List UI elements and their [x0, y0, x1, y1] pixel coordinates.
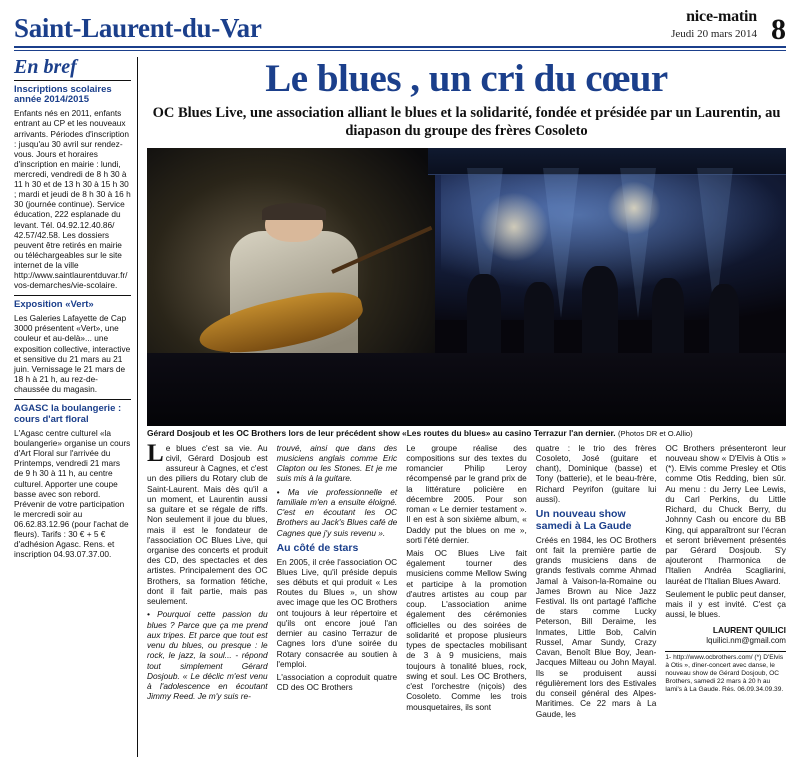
article-column-1 — [147, 439, 268, 743]
sidebar-divider — [14, 399, 131, 400]
article-column-4 — [536, 443, 657, 743]
concert-photo — [147, 148, 786, 426]
brief-heading-inscriptions: Inscriptions scolaires année 2014/2015 — [14, 83, 112, 106]
subheading-nouveau-show: Un nouveau show samedi à La Gaude — [535, 508, 632, 532]
paragraph: Le blues c'est sa vie. Au civil, Gérard Dosjoub est assureur à Cagnes, et c'est un des piliers du Rotary club de Saint-Laurent. Mais dès qu'il a un moment, et Laurentin aussi sa guitare et se régale de riffs. Non seulement il joue du blues, mais il est le fondateur de l'association OC Blues Live, qui organise des concerts et produit des CD, des spectacles et des artistes. Principalement des OC Brothers, sa formation fétiche, dont il fait partie, mais pas seulement. — [147, 439, 268, 607]
paragraph: Seulement le public peut danser, mais il y est invité. C'est ça aussi, le blues. — [665, 588, 786, 620]
article-columns — [147, 439, 786, 743]
paragraph: Mais OC Blues Live fait également tourner des musiciens comme Mellow Swing et participe à la promotion d'autres artistes au coup par coup. L'association anime également des cérémonies officielles ou des soirées de solidarité et propose plusieurs types de spectacles mobilisant de 3 à 9 musiciens, mais toujours à tonalité blues, rock, swing et soul. Les OC Brothers, c'est l'orchestre (niçois) des Cosoleto. Comme les trois mousquetaires, ils sont — [406, 548, 527, 712]
byline-email[interactable]: lquilici.nm@gmail.com — [706, 636, 786, 646]
brief-text-inscriptions: Enfants nés en 2011, enfants entrant au CP et les nouveaux arrivants. Périodes d'inscription : jusqu'au 30 avril sur rendez-vous. Jours et horaires d'inscription en mairie : lundi, mercredi, vendredi de 8 h 30 à 11 h 30 et de 13 h 30 à 15 h 30 ; mardi et jeudi de 8 h 30 à 16 h 30 (journée continue). Service éducation, 222 esplanade du levant. Tél. 04.92.12.40.86/ 42.57/42.58. Les dossiers peuvent être retirés en mairie ou téléchargeables sur le site internet de la ville http://www.saintlaurentduvar.fr/vos-demarches/vie-scolaire. — [14, 108, 131, 291]
issue-date: Jeudi 20 mars 2014 — [671, 28, 757, 41]
masthead-dateblock — [671, 8, 757, 44]
paragraph: L'association a coproduit quatre CD des OC Brothers — [276, 672, 398, 693]
byline — [665, 625, 786, 646]
brief-heading-exposition: Exposition «Vert» — [14, 299, 94, 311]
brief-text-exposition: Les Galeries Lafayette de Cap 3000 présentent «Vert», une couleur et au-delà»... une exposition collective, interactive et sensitive du 21 mars au 21 juin. Vernissage le 21 mars de 18 h à 21 h, au rez-de-chaussée du magasin. — [14, 313, 131, 395]
sidebar-divider — [14, 295, 131, 296]
article — [138, 57, 786, 757]
paragraph: • Ma vie professionnelle et familiale m'en a ensuite éloigné. C'est en écoutant les OC Brothers au Jack's Blues café de Cagnes que j'y suis revenu ». — [276, 486, 398, 538]
subheading-au-cote-de-stars: Au côté de stars — [276, 541, 359, 554]
paragraph: En 2005, il crée l'association OC Blues Live, qu'il préside depuis ses débuts et qui produit « Les Routes du Blues », un show avec image que les OC Brothers ont toujours à leur répertoire et qu'ils ont encore joué l'an dernier au casino Terrazur de Cagnes lors d'une soirée du Rotary consacrée au soutien à l'emploi. — [276, 556, 398, 669]
paragraph: • Pourquoi cette passion du blues ? Parce que ça me prend aux tripes. Et parce que tout est venu du blues, ou presque : le rock, le jazz, la soul... - répond tout simplement Gérard Dosjoub. « Le déclic m'est venu à l'adolescence en écoutant Jimmy Reed. Je m'y suis re- — [147, 609, 268, 702]
brief-text-agasc: L'Agasc centre culturel «la boulangerie» organise un cours d'Art Floral sur l'arrivée du Printemps, vendredi 21 mars de 9 h 30 à 11 h, au centre culturel. Apporter une coupe basse avec son rebord. Prévenir de votre participation le mercredi soir au 06.62.83.12.96 (pour l'achat de fleurs). Tarifs : 30 € + 5 € d'adhésion Agasc. Rens. et inscription 04.93.07.37.00. — [14, 427, 131, 560]
section-title: Saint-Laurent-du-Var — [14, 13, 262, 44]
paragraph: quatre : le trio des frères Cosoleto, José (guitare et chant), Dominique (basse) et Tony (batterie), et le beau-frère, Richard Peyrifon (guitare lui aussi). — [535, 442, 657, 504]
article-footnote: 1- http://www.ocbrothers.com/ (*) D'Elvis à Otis », dîner-concert avec danse, le nouveau show de Gérard Dosjoub, OC Brothers, samedi 22 mars à 20 h au lami's à La Gaude. Rés. 06.09.34.09.39. — [665, 651, 786, 694]
photo-caption-text: Gérard Dosjoub et les OC Brothers lors de leur précédent show «Les routes du blues» au casino Terrazur l'an dernier. — [147, 427, 616, 438]
article-standfirst: OC Blues Live, une association alliant le blues et la solidarité, fondée et présidée par un Laurentin, au diapason du groupe des frères Cosoleto — [152, 105, 781, 140]
brief-heading-agasc: AGASC la boulangerie : cours d'art floral — [14, 403, 122, 426]
page-number: 8 — [771, 13, 786, 47]
paragraph: OC Brothers présenteront leur nouveau show « D'Elvis à Otis » (*). Elvis comme Presley et Otis comme Otis Redding, bien sûr. Au menu : du Jerry Lee Lewis, du Carl Perkins, du Little Richard, du Chuck Berry, du Johnny Cash ou encore du BB King, qui apparaîtront sur l'écran et seront brièvement présentés par Gérard Dosjoub. S'y ajouteront l'harmonica de l'Italien Andréa Scagliarini, lauréat de l'Italian Blues Award. — [665, 442, 786, 586]
byline-author: LAURENT QUILICI — [712, 624, 786, 635]
stage-illustration — [147, 148, 786, 426]
article-column-5 — [665, 443, 786, 743]
paragraph: Le groupe réalise des compositions sur des textes du romancier Philip Leroy récompensé par le grand prix de la littérature policière en décembre 2005. Pour son roman « Le dernier testament ». Il en est à son sixième album, « Daddy put the blues on me », sorti l'été dernier. — [406, 442, 527, 545]
page-body — [14, 57, 786, 757]
photo-credit: (Photos DR et O.Allio) — [617, 428, 693, 438]
newspaper-brand: nice-matin — [686, 8, 757, 25]
masthead — [14, 8, 786, 48]
article-column-2 — [277, 443, 398, 743]
paragraph: trouvé, ainsi que dans des musiciens anglais comme Eric Clapton ou les Stones. Et je me suis mis à la guitare. — [276, 442, 398, 484]
masthead-rule — [14, 50, 786, 51]
page-title: Le blues , un cri du cœur — [265, 56, 668, 100]
paragraph: Créés en 1984, les OC Brothers ont fait la première partie de grands musiciens dans de grands festivals comme Ahmad Jamal à Vaison-la-Romaine ou James Brown au Nice Jazz Festival. Ils ont partagé l'affiche de stars comme Lucky Peterson, Bill Deraime, les Inmates, Little Bob, Calvin Russel, Amar Sundy, Crazy Cavan, Benoît Blue Boy, Jean-Jacques Milteau ou John Mayal. Ils se produisent aussi régulièrement lors des Estivales du conseil général des Alpes-Maritimes. Ce 22 mars à La Gaude, les — [535, 534, 657, 719]
photo-caption — [147, 428, 786, 438]
sidebar-title: En bref — [14, 55, 77, 78]
masthead-right — [671, 8, 786, 47]
sidebar-en-bref — [14, 57, 138, 757]
article-column-3 — [406, 443, 527, 743]
article-photo-block — [147, 148, 786, 438]
sidebar-rule — [14, 80, 131, 81]
